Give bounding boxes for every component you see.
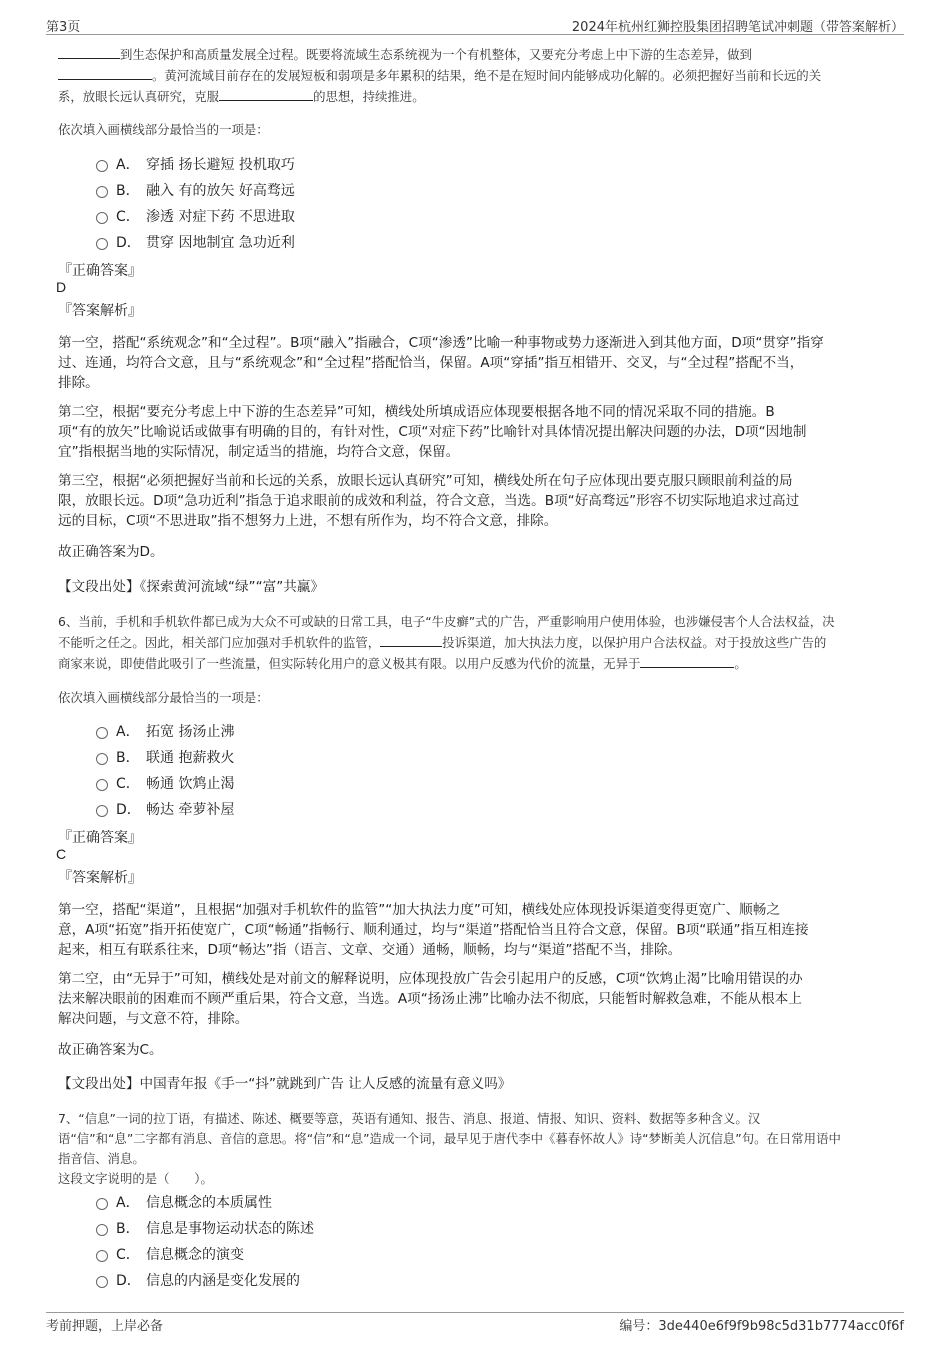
q5-conclusion: 故正确答案为D。 xyxy=(58,544,164,560)
q7-stem: 7、“信息”一词的拉丁语，有描述、陈述、概要等意，英语有通知、报告、消息、报道、情报、知识、资料、数据等多种含义。汉 语“信”和“息”二字都有消息、音信的意思。将“信”和“息”造成一个词，最早见于唐代李中《暮春怀故人》诗“梦断美人沉信息”句。在日常用语中 指音信、消息。 这段文字说明的是（ ）。 xyxy=(58,1111,841,1186)
q7-option-a[interactable]: A． 信息概念的本质属性 xyxy=(96,1191,272,1213)
radio-icon[interactable] xyxy=(96,1250,108,1262)
q7-option-c[interactable]: C． 信息概念的演变 xyxy=(96,1243,244,1265)
q5-option-a[interactable]: A． 穿插 扬长避短 投机取巧 xyxy=(96,153,295,175)
radio-icon[interactable] xyxy=(96,1276,108,1288)
q6-option-a[interactable]: A． 拓宽 扬汤止沸 xyxy=(96,720,234,742)
q5-analysis-2: 第二空，根据“要充分考虑上中下游的生态差异”可知，横线处所填成语应体现要根据各地不同的情况采取不同的措施。B 项“有的放矢”比喻说话或做事有明确的目的，有针对性，C项“对症下药”比喻针对具体情况提出解决问题的办法，D项“因地制 宜”指根据当地的实际情况，制定适当的措施，均符合文意，保留。 xyxy=(58,404,807,460)
q6-option-b[interactable]: B． 联通 抱薪救火 xyxy=(96,746,234,768)
q5-option-b[interactable]: B． 融入 有的放矢 好高骛远 xyxy=(96,179,295,201)
q5-analysis-label: 『答案解析』 xyxy=(58,303,142,319)
fill-blank-2 xyxy=(640,653,734,668)
q5-option-d[interactable]: D． 贯穿 因地制宜 急功近利 xyxy=(96,231,295,253)
q6-source: 【文段出处】中国青年报《手一“抖”就跳到广告 让人反感的流量有意义吗》 xyxy=(58,1076,512,1092)
page-number: 第3页 xyxy=(46,20,81,35)
page-header xyxy=(46,14,904,35)
radio-icon[interactable] xyxy=(96,212,108,224)
fill-blank-1 xyxy=(58,44,120,59)
q5-prompt: 依次填入画横线部分最恰当的一项是： xyxy=(58,122,269,137)
radio-icon[interactable] xyxy=(96,1198,108,1210)
q6-answer: C xyxy=(56,846,67,862)
radio-icon[interactable] xyxy=(96,779,108,791)
footer-slogan: 考前押题，上岸必备 xyxy=(46,1319,164,1334)
q6-stem: 6、当前，手机和手机软件都已成为大众不可或缺的日常工具，电子“牛皮癣”式的广告，严重影响用户使用体验，也涉嫌侵害个人合法权益，决 不能听之任之。因此，相关部门应加强对手机软件的监管， 投诉渠道，加大执法力度，以保护用户合法权益。对于投放这些广告的 商家来说，即使借此吸引了一些流量，但实际转化用户的意义极其有限。以用户反感为代价的流量，无异于 。 xyxy=(58,614,835,671)
q6-prompt: 依次填入画横线部分最恰当的一项是： xyxy=(58,690,269,705)
q6-answer-label: 『正确答案』 xyxy=(58,830,142,846)
radio-icon[interactable] xyxy=(96,186,108,198)
document-id: 编号：3de440e6f9f9b98c5d31b7774acc0f6f xyxy=(619,1319,904,1334)
q5-answer: D xyxy=(56,279,67,295)
radio-icon[interactable] xyxy=(96,805,108,817)
q5-analysis-1: 第一空，搭配“系统观念”和“全过程”。B项“融入”指融合，C项“渗透”比喻一种事物或势力逐渐进入到其他方面，D项“贯穿”指穿 过、连通，均符合文意，且与“系统观念”和“全过程”搭配恰当，保留。A项“穿插”指互相错开、交叉，与“全过程”搭配不当， 排除。 xyxy=(58,335,824,391)
q5-analysis-3: 第三空，根据“必须把握好当前和长远的关系，放眼长远认真研究”可知，横线处所在句子应体现出要克服只顾眼前利益的局 限，放眼长远。D项“急功近利”指急于追求眼前的成效和利益，符合文意，当选。B项“好高骛远”形容不切实际地追求过高过 远的目标，C项“不思进取”指不想努力上进，不想有所作为，均不符合文意，排除。 xyxy=(58,473,800,529)
fill-blank-1 xyxy=(380,632,442,647)
q5-option-c[interactable]: C． 渗透 对症下药 不思进取 xyxy=(96,205,295,227)
radio-icon[interactable] xyxy=(96,727,108,739)
q7-option-d[interactable]: D． 信息的内涵是变化发展的 xyxy=(96,1269,300,1291)
q5-answer-label: 『正确答案』 xyxy=(58,263,142,279)
q7-option-b[interactable]: B． 信息是事物运动状态的陈述 xyxy=(96,1217,314,1239)
page-footer xyxy=(46,1312,904,1333)
radio-icon[interactable] xyxy=(96,238,108,250)
radio-icon[interactable] xyxy=(96,753,108,765)
radio-icon[interactable] xyxy=(96,160,108,172)
q6-analysis-2: 第二空，由“无异于”可知，横线处是对前文的解释说明，应体现投放广告会引起用户的反感，C项“饮鸩止渴”比喻用错误的办 法来解决眼前的困难而不顾严重后果，符合文意，当选。A项“扬汤止沸”比喻办法不彻底，只能暂时解救急难，不能从根本上 解决问题，与文意不符，排除。 xyxy=(58,971,803,1027)
q6-analysis-label: 『答案解析』 xyxy=(58,870,142,886)
q6-conclusion: 故正确答案为C。 xyxy=(58,1042,163,1058)
q6-option-c[interactable]: C． 畅通 饮鸩止渴 xyxy=(96,772,234,794)
q6-analysis-1: 第一空，搭配“渠道”，且根据“加强对手机软件的监管”“加大执法力度”可知，横线处应体现投诉渠道变得更宽广、顺畅之 意，A项“拓宽”指开拓使宽广，C项“畅通”指畅行、顺利通过，均与“渠道”搭配恰当且符合文意，保留。B项“联通”指互相连接 起来，相互有联系往来，D项“畅达”指（语言、文章、交通）通畅，顺畅，均与“渠道”搭配不当，排除。 xyxy=(58,902,809,958)
q6-option-d[interactable]: D． 畅达 牵萝补屋 xyxy=(96,798,234,820)
q5-passage: 到生态保护和高质量发展全过程。既要将流域生态系统视为一个有机整体，又要充分考虑上中下游的生态差异，做到 。黄河流域目前存在的发展短板和弱项是多年累积的结果，绝不是在短时间内能够成功化解的。必须把握好当前和长远的关 系，放眼长远认真研究，克服 的思想，持续推进。 xyxy=(58,44,900,107)
q5-source: 【文段出处】《探索黄河流域“绿”“富”共赢》 xyxy=(58,579,325,595)
document-title: 2024年杭州红狮控股集团招聘笔试冲刺题（带答案解析） xyxy=(571,20,904,35)
fill-blank-2 xyxy=(58,65,152,80)
radio-icon[interactable] xyxy=(96,1224,108,1236)
fill-blank-3 xyxy=(219,86,313,101)
